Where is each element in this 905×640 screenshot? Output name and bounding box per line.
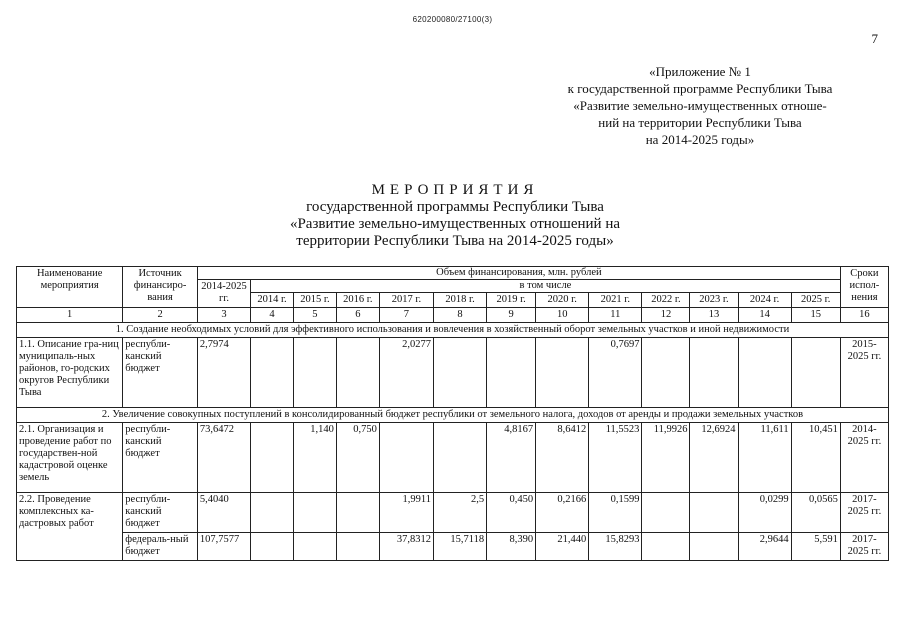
column-number: 4 bbox=[251, 308, 294, 323]
row-value: 11,5523 bbox=[589, 423, 642, 493]
section-1-title: 1. Создание необходимых условий для эффективного использования и вовлечения в хозяйственный оборот земельных участков и иной недвижимости bbox=[17, 323, 889, 338]
row-value: 2,9644 bbox=[738, 533, 791, 561]
header-year: 2024 г. bbox=[738, 293, 791, 308]
row-value: 15,7118 bbox=[433, 533, 486, 561]
row-value: 1,140 bbox=[293, 423, 336, 493]
column-number: 14 bbox=[738, 308, 791, 323]
header-name: Наименование мероприятия bbox=[17, 267, 123, 308]
row-deadline: 2014-2025 гг. bbox=[840, 423, 888, 493]
row-total: 5,4040 bbox=[197, 493, 250, 533]
row-value: 0,750 bbox=[336, 423, 379, 493]
header-including: в том числе bbox=[251, 280, 841, 293]
row-total: 107,7577 bbox=[197, 533, 250, 561]
row-value bbox=[433, 338, 486, 408]
row-value: 2,5 bbox=[433, 493, 486, 533]
row-value bbox=[251, 533, 294, 561]
appendix-line: на 2014-2025 годы» bbox=[645, 132, 755, 147]
header-year: 2017 г. bbox=[379, 293, 433, 308]
row-value: 4,8167 bbox=[487, 423, 536, 493]
header-row bbox=[17, 267, 889, 280]
row-value bbox=[336, 338, 379, 408]
appendix-header bbox=[535, 63, 865, 148]
column-number: 5 bbox=[293, 308, 336, 323]
row-value bbox=[336, 493, 379, 533]
row-value: 37,8312 bbox=[379, 533, 433, 561]
header-year: 2025 г. bbox=[791, 293, 840, 308]
column-number: 3 bbox=[197, 308, 250, 323]
row-value: 0,1599 bbox=[589, 493, 642, 533]
row-value bbox=[642, 533, 690, 561]
header-year: 2023 г. bbox=[690, 293, 738, 308]
appendix-line: «Приложение № 1 bbox=[649, 64, 751, 79]
header-source: Источник финансиро-вания bbox=[123, 267, 198, 308]
row-source: республи-канский бюджет bbox=[123, 493, 198, 533]
header-year: 2016 г. bbox=[336, 293, 379, 308]
header-year: 2021 г. bbox=[589, 293, 642, 308]
row-source: федераль-ный бюджет bbox=[123, 533, 198, 561]
column-number: 7 bbox=[379, 308, 433, 323]
table-row bbox=[17, 423, 889, 493]
row-value bbox=[690, 338, 738, 408]
title-line: государственной программы Республики Тыва bbox=[306, 199, 604, 215]
row-value: 12,6924 bbox=[690, 423, 738, 493]
row-value bbox=[379, 423, 433, 493]
table-row bbox=[17, 338, 889, 408]
row-value bbox=[642, 338, 690, 408]
column-numbers-row bbox=[17, 308, 889, 323]
column-number: 9 bbox=[487, 308, 536, 323]
column-number: 2 bbox=[123, 308, 198, 323]
section-row bbox=[17, 323, 889, 338]
row-value bbox=[293, 338, 336, 408]
header-year: 2020 г. bbox=[536, 293, 589, 308]
row-deadline: 2017-2025 гг. bbox=[840, 493, 888, 533]
row-source: республи-канский бюджет bbox=[123, 423, 198, 493]
header-volume: Объем финансирования, млн. рублей bbox=[197, 267, 840, 280]
row-value bbox=[251, 493, 294, 533]
column-number: 6 bbox=[336, 308, 379, 323]
column-number: 11 bbox=[589, 308, 642, 323]
page-number: 7 bbox=[871, 31, 878, 46]
table-row bbox=[17, 533, 889, 561]
row-value bbox=[251, 338, 294, 408]
header-year: 2014 г. bbox=[251, 293, 294, 308]
row-value bbox=[487, 338, 536, 408]
row-value: 11,611 bbox=[738, 423, 791, 493]
section-row bbox=[17, 408, 889, 423]
row-value bbox=[642, 493, 690, 533]
column-number: 13 bbox=[690, 308, 738, 323]
column-number: 15 bbox=[791, 308, 840, 323]
row-value bbox=[738, 338, 791, 408]
appendix-line: ний на территории Республики Тыва bbox=[598, 115, 802, 130]
header-year: 2019 г. bbox=[487, 293, 536, 308]
header-total: 2014-2025 гг. bbox=[197, 280, 250, 308]
row-value bbox=[690, 533, 738, 561]
header-year: 2018 г. bbox=[433, 293, 486, 308]
row-value bbox=[293, 493, 336, 533]
row-name: 2.1. Организация и проведение работ по государствен-ной кадастровой оценке земель bbox=[17, 423, 123, 493]
activities-table bbox=[16, 266, 889, 561]
row-value: 11,9926 bbox=[642, 423, 690, 493]
row-value: 10,451 bbox=[791, 423, 840, 493]
row-value: 8,6412 bbox=[536, 423, 589, 493]
row-value bbox=[791, 338, 840, 408]
row-value: 0,0565 bbox=[791, 493, 840, 533]
row-value: 0,0299 bbox=[738, 493, 791, 533]
column-number: 10 bbox=[536, 308, 589, 323]
row-value: 0,2166 bbox=[536, 493, 589, 533]
table-row bbox=[17, 493, 889, 533]
row-deadline: 2017-2025 гг. bbox=[840, 533, 888, 561]
title-line: территории Республики Тыва на 2014-2025 годы» bbox=[296, 233, 614, 249]
row-value bbox=[251, 423, 294, 493]
appendix-line: к государственной программе Республики Тыва bbox=[567, 81, 833, 96]
row-value: 8,390 bbox=[487, 533, 536, 561]
title-heading: МЕРОПРИЯТИЯ bbox=[371, 182, 539, 198]
row-name: 1.1. Описание гра-ниц муниципаль-ных районов, го-родских округов Республики Тыва bbox=[17, 338, 123, 408]
row-name bbox=[17, 533, 123, 561]
row-value: 2,0277 bbox=[379, 338, 433, 408]
row-name: 2.2. Проведение комплексных ка-дастровых работ bbox=[17, 493, 123, 533]
document-id: 620200080/27100(3) bbox=[412, 15, 493, 24]
header-year: 2015 г. bbox=[293, 293, 336, 308]
row-source: республи-канский бюджет bbox=[123, 338, 198, 408]
section-2-title: 2. Увеличение совокупных поступлений в консолидированный бюджет республики от земельного налога, доходов от аренды и продажи земельных участков bbox=[17, 408, 889, 423]
row-value: 1,9911 bbox=[379, 493, 433, 533]
row-value: 0,7697 bbox=[589, 338, 642, 408]
row-value: 5,591 bbox=[791, 533, 840, 561]
column-number: 1 bbox=[17, 308, 123, 323]
column-number: 12 bbox=[642, 308, 690, 323]
column-number: 8 bbox=[433, 308, 486, 323]
title-line: «Развитие земельно-имущественных отношений на bbox=[289, 216, 621, 232]
row-value bbox=[690, 493, 738, 533]
header-year: 2022 г. bbox=[642, 293, 690, 308]
row-deadline: 2015-2025 гг. bbox=[840, 338, 888, 408]
document-title bbox=[250, 182, 660, 250]
header-deadline: Сроки испол-нения bbox=[840, 267, 888, 308]
row-value bbox=[336, 533, 379, 561]
row-value: 0,450 bbox=[487, 493, 536, 533]
row-value: 21,440 bbox=[536, 533, 589, 561]
row-total: 73,6472 bbox=[197, 423, 250, 493]
row-total: 2,7974 bbox=[197, 338, 250, 408]
row-value bbox=[433, 423, 486, 493]
appendix-line: «Развитие земельно-имущественных отноше- bbox=[573, 98, 827, 113]
column-number: 16 bbox=[840, 308, 888, 323]
row-value: 15,8293 bbox=[589, 533, 642, 561]
row-value bbox=[293, 533, 336, 561]
row-value bbox=[536, 338, 589, 408]
